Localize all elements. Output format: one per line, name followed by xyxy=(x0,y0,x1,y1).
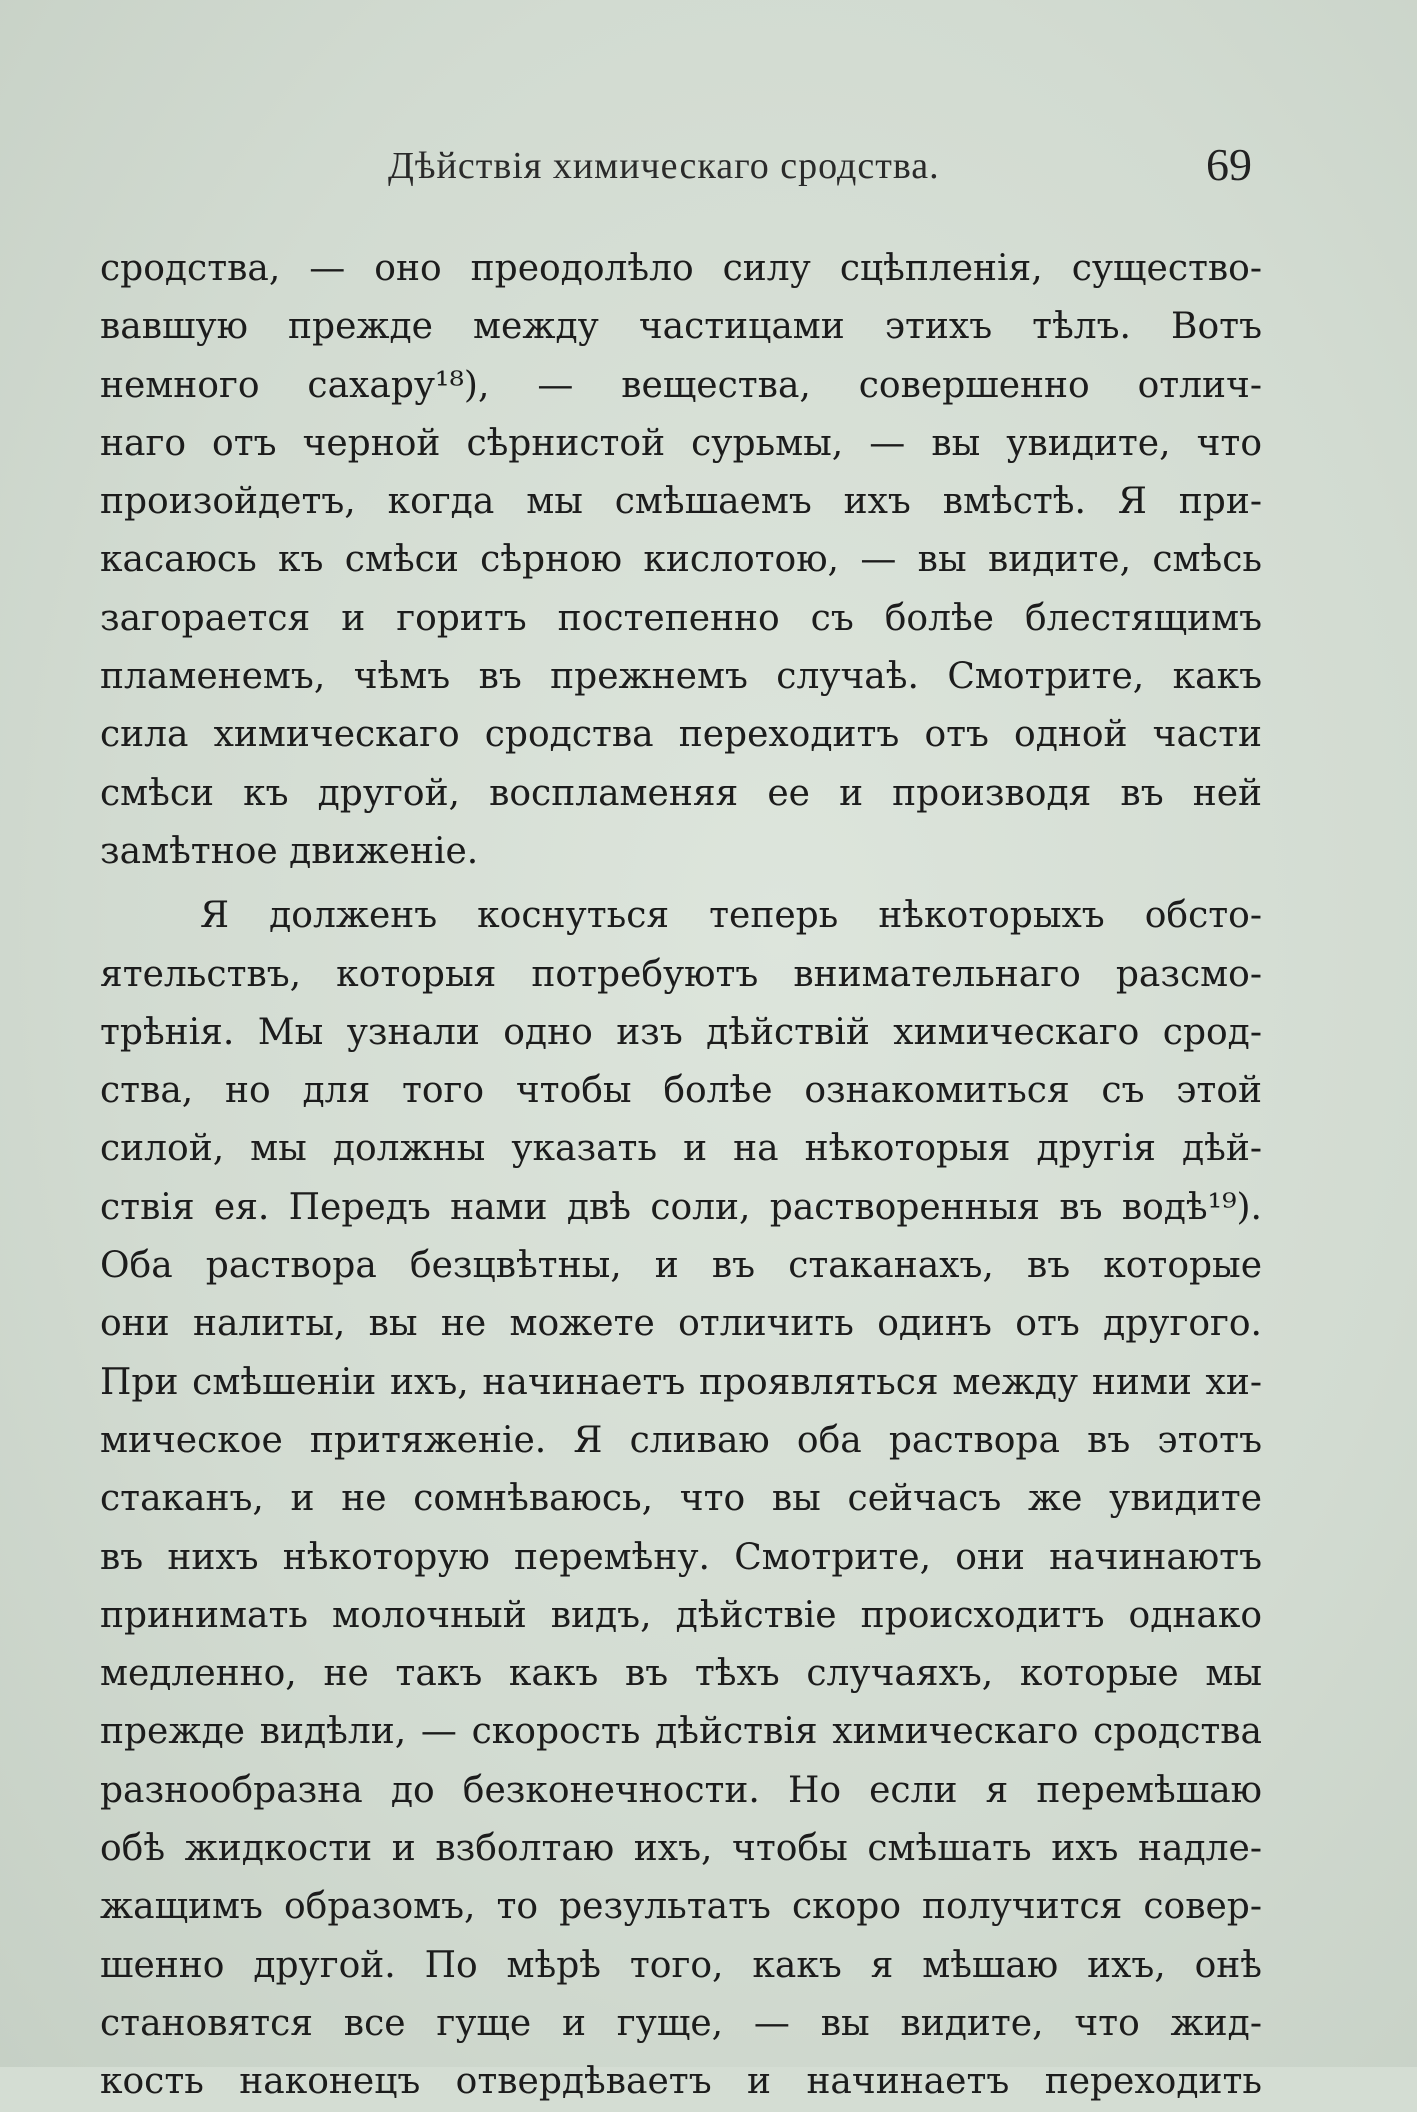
text-line: замѣтное движеніе. xyxy=(100,830,479,872)
paragraph-1 xyxy=(100,240,1262,881)
text-line: силой, мы должны указать и на нѣкоторыя другія дѣй- xyxy=(100,1128,1262,1170)
text-line: разнообразна до безконечности. Но если я перемѣшаю xyxy=(100,1769,1262,1811)
text-line: ства, но для того чтобы болѣе ознакомиться съ этой xyxy=(100,1070,1262,1112)
text-line: смѣси къ другой, воспламеняя ее и производя въ ней xyxy=(100,772,1262,814)
text-line: немного сахару¹⁸), — вещества, совершенно отлич- xyxy=(100,364,1262,406)
text-line: касаюсь къ смѣси сѣрною кислотою, — вы видите, смѣсь xyxy=(100,539,1262,581)
text-line: произойдетъ, когда мы смѣшаемъ ихъ вмѣстѣ. Я при- xyxy=(100,481,1262,523)
text-line: становятся все гуще и гуще, — вы видите, что жид- xyxy=(100,2002,1262,2044)
text-line: мическое притяженіе. Я сливаю оба раствора въ этотъ xyxy=(100,1419,1262,1461)
text-line: принимать молочный видъ, дѣйствіе происходитъ однако xyxy=(100,1594,1262,1636)
text-line: прежде видѣли, — скорость дѣйствія химическаго сродства xyxy=(100,1711,1262,1753)
running-title: Дѣйствія химическаго сродства. xyxy=(388,145,940,187)
text-line: Я долженъ коснуться теперь нѣкоторыхъ обсто- xyxy=(200,895,1262,937)
text-line: загорается и горитъ постепенно съ болѣе блестящимъ xyxy=(100,597,1262,639)
text-line: пламенемъ, чѣмъ въ прежнемъ случаѣ. Смотрите, какъ xyxy=(100,656,1262,698)
text-line: сродства, — оно преодолѣло силу сцѣпленія, существо- xyxy=(100,248,1262,289)
text-line: сила химическаго сродства переходитъ отъ одной части xyxy=(100,714,1262,756)
page-header xyxy=(104,138,1252,198)
paragraph-2 xyxy=(100,887,1262,2111)
text-line: шенно другой. По мѣрѣ того, какъ я мѣшаю ихъ, онѣ xyxy=(100,1944,1262,1986)
text-line: наго отъ черной сѣрнистой сурьмы, — вы увидите, что xyxy=(100,422,1262,464)
text-line: При смѣшеніи ихъ, начинаетъ проявляться между ними хи- xyxy=(100,1361,1262,1403)
text-line: медленно, не такъ какъ въ тѣхъ случаяхъ, которые мы xyxy=(100,1653,1262,1695)
text-line: стаканъ, и не сомнѣваюсь, что вы сейчасъ же увидите xyxy=(100,1478,1262,1520)
text-line: они налиты, вы не можете отличить одинъ отъ другого. xyxy=(100,1303,1262,1345)
text-line: въ нихъ нѣкоторую перемѣну. Смотрите, они начинаютъ xyxy=(100,1536,1262,1578)
text-line: ятельствъ, которыя потребуютъ внимательнаго разсмо- xyxy=(100,953,1262,995)
text-line: вавшую прежде между частицами этихъ тѣлъ. Вотъ xyxy=(100,306,1262,348)
text-line: ствія ея. Передъ нами двѣ соли, растворенныя въ водѣ¹⁹). xyxy=(100,1186,1262,1228)
text-line: Оба раствора безцвѣтны, и въ стаканахъ, въ которые xyxy=(100,1245,1262,1287)
body-text xyxy=(100,240,1262,2112)
text-line: кость наконецъ отвердѣваетъ и начинаетъ переходить xyxy=(100,2061,1262,2103)
text-line: жащимъ образомъ, то результатъ скоро получится совер- xyxy=(100,1886,1262,1928)
page-number: 69 xyxy=(1206,139,1252,190)
text-line: трѣнія. Мы узнали одно изъ дѣйствій химическаго срод- xyxy=(100,1011,1262,1053)
text-line: обѣ жидкости и взболтаю ихъ, чтобы смѣшать ихъ надле- xyxy=(100,1828,1262,1870)
